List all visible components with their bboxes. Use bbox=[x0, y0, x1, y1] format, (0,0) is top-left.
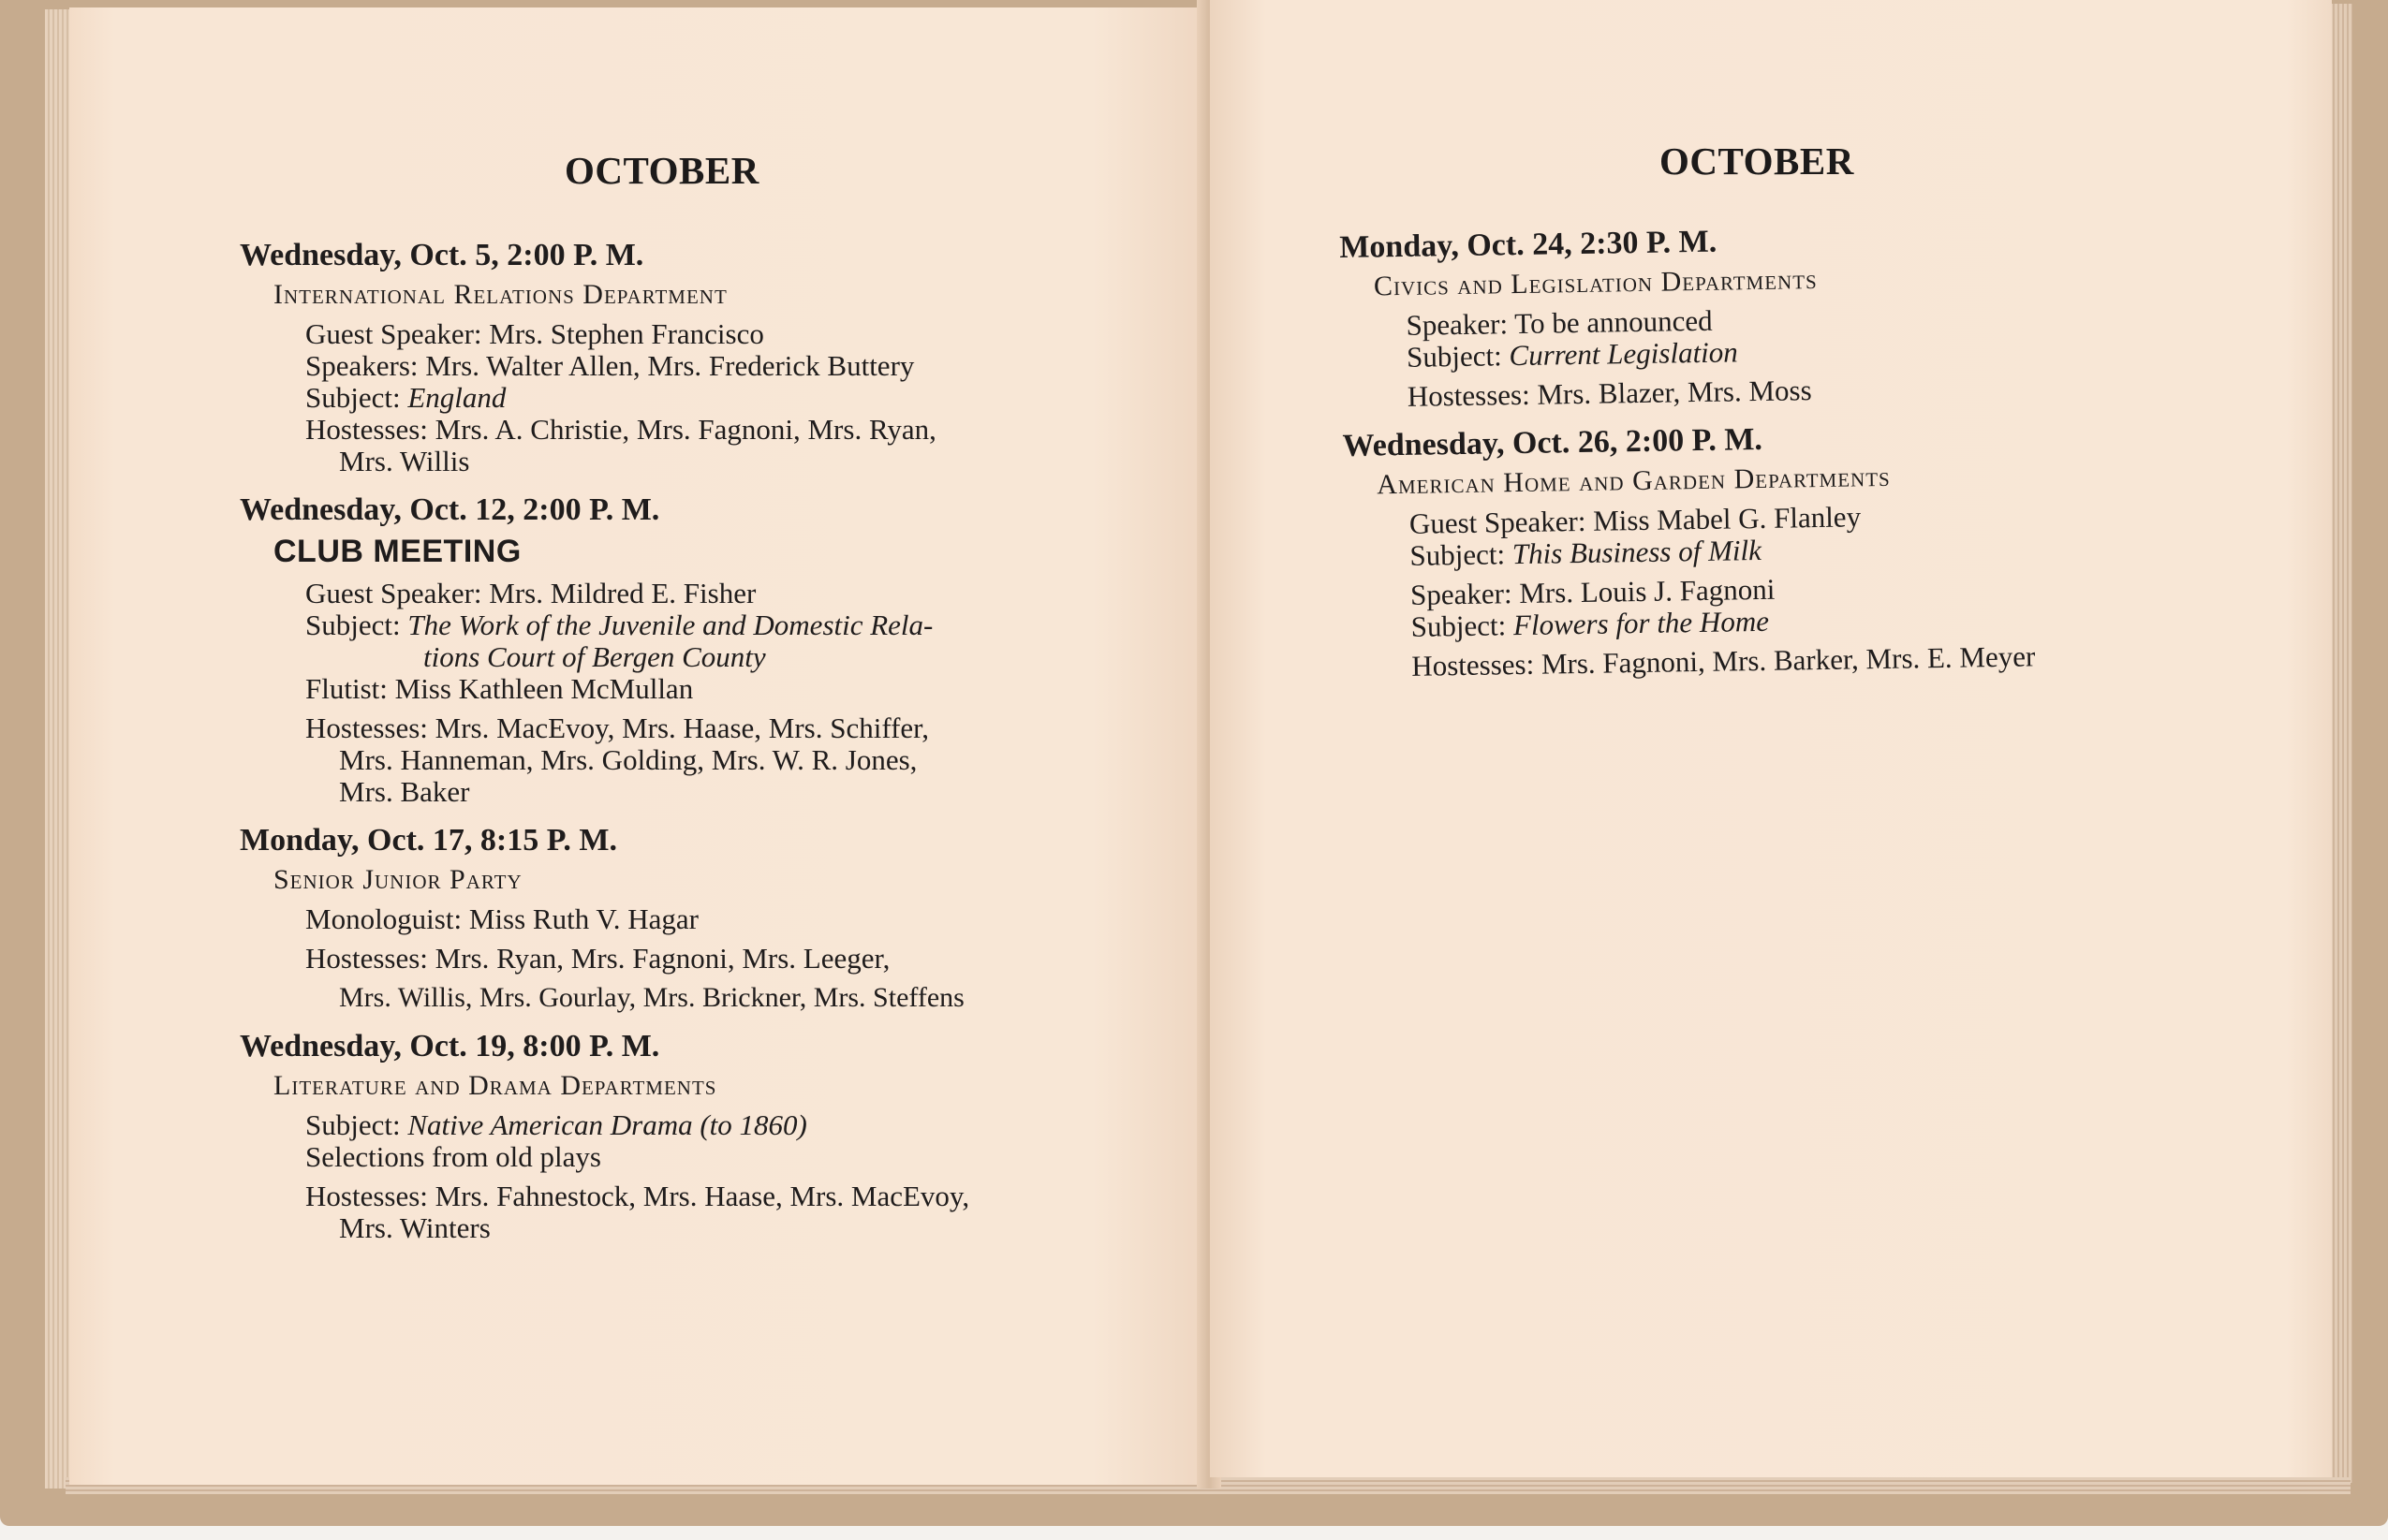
event-oct-5 bbox=[240, 238, 969, 477]
label: Hostesses: bbox=[305, 711, 428, 744]
subject-line bbox=[305, 609, 969, 641]
value: This Business of Milk bbox=[1511, 533, 1762, 571]
label: Hostesses: bbox=[305, 413, 428, 446]
value: To be announced bbox=[1513, 303, 1713, 341]
event-title: CLUB MEETING bbox=[273, 534, 522, 569]
hostesses-line bbox=[305, 1181, 969, 1212]
event-oct-26 bbox=[1342, 418, 2035, 683]
value: Mrs. Fagnoni, Mrs. Barker, Mrs. E. Meyer bbox=[1540, 639, 2036, 681]
value: Mrs. Louis J. Fagnoni bbox=[1519, 572, 1776, 610]
event-department: Civics and Legislation Departments bbox=[1373, 263, 1818, 302]
hostesses-line bbox=[305, 414, 969, 446]
hostesses-line bbox=[1408, 371, 2032, 412]
right-page-content bbox=[1339, 219, 2036, 697]
event-date: Monday, Oct. 24, 2:30 P. M. bbox=[1339, 224, 1717, 265]
event-date: Monday, Oct. 17, 8:15 P. M. bbox=[240, 823, 617, 858]
value: Mrs. Stephen Francisco bbox=[489, 317, 764, 350]
hostesses-continued: Mrs. Willis, Mrs. Gourlay, Mrs. Brickner, Mrs. Steffens bbox=[339, 982, 965, 1013]
guest-speaker-line bbox=[305, 318, 969, 350]
value: Miss Mabel G. Flanley bbox=[1592, 500, 1862, 537]
guest-speaker-line bbox=[305, 578, 969, 609]
label: Speaker: bbox=[1409, 577, 1512, 611]
left-page-title: OCTOBER bbox=[565, 149, 759, 192]
value: Mrs. Mildred E. Fisher bbox=[489, 577, 757, 609]
label: Flutist: bbox=[305, 672, 388, 705]
value: The Work of the Juvenile and Domestic Rela- bbox=[407, 609, 934, 641]
label: Subject: bbox=[1409, 537, 1506, 572]
hostesses-line bbox=[305, 943, 969, 975]
value: Mrs. Ryan, Mrs. Fagnoni, Mrs. Leeger, bbox=[435, 942, 891, 975]
value: Miss Ruth V. Hagar bbox=[468, 902, 699, 935]
label: Monologuist: bbox=[305, 902, 463, 935]
event-date: Wednesday, Oct. 5, 2:00 P. M. bbox=[240, 238, 644, 272]
page-edges-left bbox=[45, 9, 69, 1489]
event-oct-17 bbox=[240, 823, 969, 1014]
subject-line bbox=[305, 382, 969, 414]
value: Mrs. Blazer, Mrs. Moss bbox=[1537, 374, 1812, 411]
label: Subject: bbox=[305, 381, 401, 414]
hostesses-continued: Mrs. Winters bbox=[339, 1211, 491, 1244]
label: Hostesses: bbox=[1407, 377, 1530, 413]
event-oct-24 bbox=[1339, 219, 2031, 414]
event-date: Wednesday, Oct. 19, 8:00 P. M. bbox=[240, 1029, 660, 1063]
value: Mrs. Walter Allen, Mrs. Frederick Buttery bbox=[425, 349, 915, 382]
hostesses-continued: Mrs. Baker bbox=[339, 775, 470, 808]
label: Speakers: bbox=[305, 349, 419, 382]
hostesses-line bbox=[305, 712, 969, 744]
event-oct-12 bbox=[240, 492, 969, 808]
left-page-content bbox=[240, 238, 969, 1259]
label: Hostesses: bbox=[305, 1180, 428, 1212]
selections-line: Selections from old plays bbox=[305, 1140, 601, 1173]
label: Subject: bbox=[305, 609, 401, 641]
speakers-line bbox=[305, 350, 969, 382]
page-edges-right bbox=[2330, 4, 2352, 1483]
value: Native American Drama (to 1860) bbox=[407, 1108, 807, 1141]
label: Guest Speaker: bbox=[305, 577, 482, 609]
value: Current Legislation bbox=[1509, 335, 1739, 373]
event-department: International Relations Department bbox=[273, 279, 728, 310]
value: Mrs. MacEvoy, Mrs. Haase, Mrs. Schiffer, bbox=[435, 711, 930, 744]
subject-line bbox=[305, 1109, 969, 1141]
hostesses-line bbox=[1411, 640, 2036, 682]
label: Hostesses: bbox=[1411, 647, 1535, 682]
label: Subject: bbox=[305, 1108, 401, 1141]
value: Mrs. A. Christie, Mrs. Fagnoni, Mrs. Ryan, bbox=[435, 413, 936, 446]
flutist-line bbox=[305, 673, 969, 705]
value: Mrs. Fahnestock, Mrs. Haase, Mrs. MacEvoy, bbox=[435, 1180, 970, 1212]
label: Guest Speaker: bbox=[305, 317, 482, 350]
event-department: Senior Junior Party bbox=[273, 864, 523, 895]
label: Subject: bbox=[1410, 609, 1507, 643]
hostesses-continued: Mrs. Hanneman, Mrs. Golding, Mrs. W. R. Jones, bbox=[339, 743, 918, 776]
event-oct-19 bbox=[240, 1029, 969, 1244]
right-page bbox=[1210, 0, 2332, 1477]
label: Subject: bbox=[1406, 339, 1503, 374]
event-department: Literature and Drama Departments bbox=[273, 1070, 717, 1101]
subject-continued: tions Court of Bergen County bbox=[423, 640, 766, 673]
value: Flowers for the Home bbox=[1512, 604, 1770, 642]
label: Speaker: bbox=[1406, 307, 1509, 342]
event-date: Wednesday, Oct. 26, 2:00 P. M. bbox=[1342, 421, 1763, 463]
label: Guest Speaker: bbox=[1408, 504, 1586, 540]
monologuist-line bbox=[305, 903, 969, 935]
value: Miss Kathleen McMullan bbox=[394, 672, 694, 705]
value: England bbox=[407, 381, 507, 414]
event-date: Wednesday, Oct. 12, 2:00 P. M. bbox=[240, 492, 660, 527]
label: Hostesses: bbox=[305, 942, 428, 975]
event-department: American Home and Garden Departments bbox=[1377, 461, 1891, 501]
hostesses-continued: Mrs. Willis bbox=[339, 445, 470, 477]
right-page-title: OCTOBER bbox=[1659, 139, 1854, 183]
